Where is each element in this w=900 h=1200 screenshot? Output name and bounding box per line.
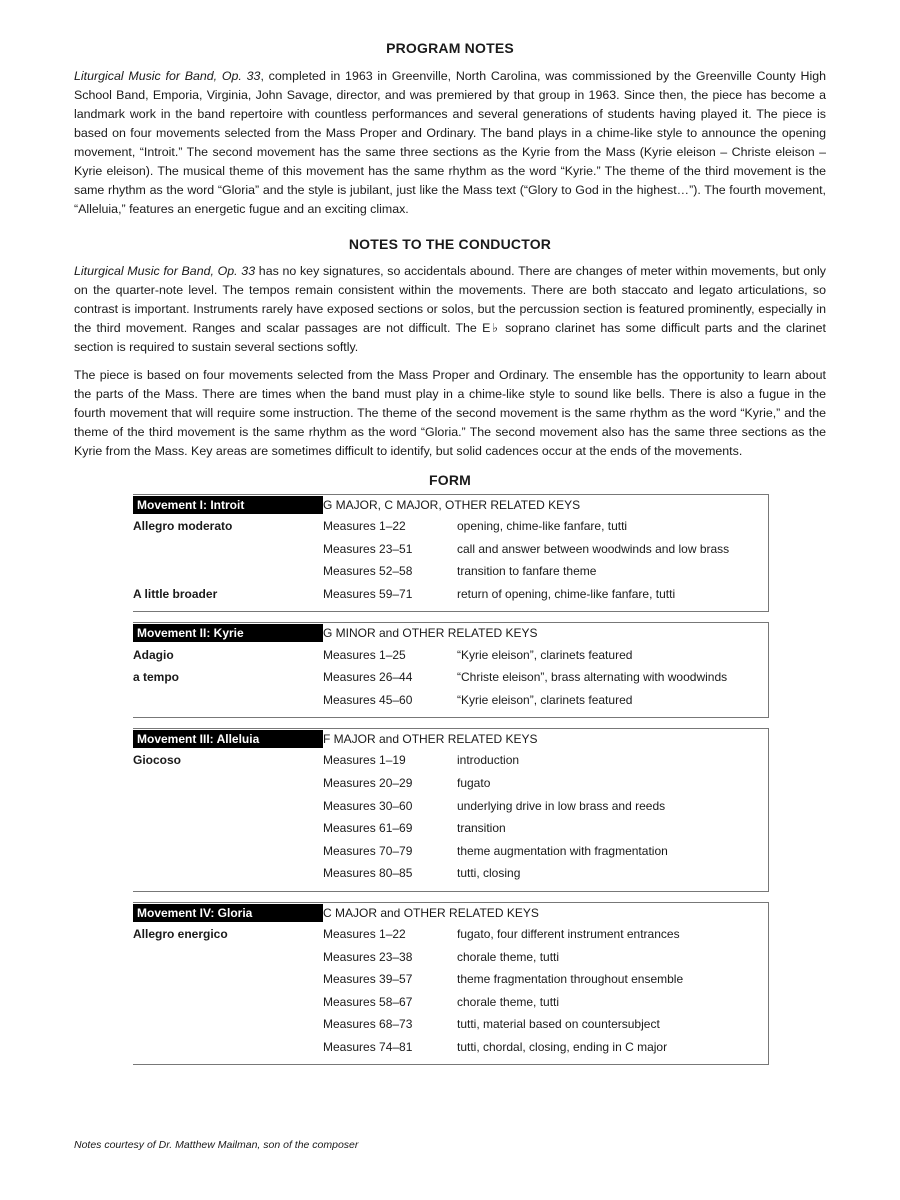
measures-cell: Measures 23–51 (323, 541, 413, 556)
form-row (133, 794, 768, 817)
movement-keys: G MAJOR, C MAJOR, OTHER RELATED KEYS (323, 498, 581, 512)
conductor-notes-title: Liturgical Music for Band, Op. 33 (74, 264, 256, 278)
form-row (133, 560, 768, 583)
form-row (133, 666, 768, 689)
description-cell: “Kyrie eleison”, clarinets featured (457, 692, 633, 707)
description-cell: theme augmentation with fragmentation (457, 843, 668, 858)
measures-cell: Measures 45–60 (323, 692, 413, 707)
measures-cell: Measures 74–81 (323, 1039, 413, 1054)
movement-header-row (133, 495, 768, 515)
description-cell: introduction (457, 753, 520, 768)
description-cell: tutti, closing (457, 866, 521, 881)
form-row (133, 1036, 768, 1059)
tempo-cell: a tempo (133, 670, 180, 685)
movement-keys: G MINOR and OTHER RELATED KEYS (323, 626, 538, 641)
measures-cell: Measures 70–79 (323, 843, 413, 858)
measures-cell: Measures 1–22 (323, 519, 406, 534)
tempo-cell: Giocoso (133, 753, 182, 768)
form-row (133, 991, 768, 1014)
measures-cell: Measures 39–57 (323, 972, 413, 987)
program-notes-heading: PROGRAM NOTES (386, 40, 514, 56)
measures-cell: Measures 26–44 (323, 670, 413, 685)
description-cell: fugato, four different instrument entrances (457, 927, 680, 942)
document-page (74, 40, 826, 1075)
description-cell: underlying drive in low brass and reeds (457, 798, 666, 813)
form-row (133, 1013, 768, 1036)
movement-title-cell (133, 624, 323, 642)
description-cell: tutti, chordal, closing, ending in C major (457, 1039, 668, 1054)
movement-title-cell (133, 730, 323, 748)
measures-cell: Measures 1–19 (323, 753, 406, 768)
movement-header-row (133, 729, 768, 749)
form-row (133, 862, 768, 885)
conductor-notes-heading: NOTES TO THE CONDUCTOR (348, 236, 552, 252)
measures-cell: Measures 61–69 (323, 821, 413, 836)
movement-title-cell (133, 904, 323, 922)
measures-cell: Measures 1–25 (323, 647, 406, 662)
form-row (133, 643, 768, 666)
movement-section (133, 494, 769, 612)
form-row (133, 515, 768, 538)
movement-title-cell (133, 496, 323, 514)
measures-cell: Measures 23–38 (323, 949, 413, 964)
conductor-notes-paragraph-1 (74, 262, 826, 357)
measures-cell: Measures 68–73 (323, 1017, 413, 1032)
measures-cell: Measures 30–60 (323, 798, 413, 813)
description-cell: return of opening, chime-like fanfare, tutti (457, 587, 676, 602)
movement-section (133, 622, 769, 718)
movement-title: Movement IV: Gloria (133, 904, 323, 922)
form-row (133, 538, 768, 561)
conductor-notes-paragraph-2: The piece is based on four movements selected from the Mass Proper and Ordinary. The ensemble has the opportunity to learn about the parts of the Mass. There are times when the band must play in a chime-like style to sound like bells. There is also a fugue in the fourth movement that will require some instruction. The theme of the second movement is the same rhythm as the word “Kyrie,” and the theme of the third movement is the same rhythm as the word “Gloria.” The second movement also has the same three sections as the Kyrie from the Mass. Key areas are sometimes difficult to identify, but solid cadences occur at the ends of the movements. (74, 368, 826, 458)
movement-keys: C MAJOR and OTHER RELATED KEYS (323, 905, 539, 920)
form-row (133, 772, 768, 795)
description-cell: “Kyrie eleison”, clarinets featured (457, 647, 633, 662)
form-row (133, 968, 768, 991)
form-row (133, 923, 768, 946)
description-cell: call and answer between woodwinds and low brass (457, 541, 730, 556)
description-cell: transition to fanfare theme (457, 564, 597, 579)
form-heading: FORM (428, 472, 471, 488)
movement-title: Movement I: Introit (133, 496, 323, 514)
movement-section (133, 902, 769, 1066)
description-cell: theme fragmentation throughout ensemble (457, 972, 684, 987)
movement-section (133, 728, 769, 892)
program-notes-paragraph (74, 67, 826, 219)
movement-title: Movement III: Alleluia (133, 730, 323, 748)
form-row (133, 689, 768, 712)
conductor-notes-text-1: has no key signatures, so accidentals abound. There are changes of meter within movements, but only on the quarter-note level. The tempos remain consistent within the movements. There are both staccato and legato articulations, so contrast is important. Instruments rarely have exposed sections or solos, but the percussion section is featured prominently, especially in the third movement. Ranges and scalar passages are not difficult. The E♭ soprano clarinet has some difficult parts and the clarinet section is required to sustain several sections softly. (74, 264, 826, 354)
tempo-cell: Allegro energico (133, 927, 228, 942)
program-notes-text: , completed in 1963 in Greenville, North Carolina, was commissioned by the Greenville County High School Band, Emporia, Virginia, John Savage, director, and was premiered by that group in 1963. Since then, the piece has become a landmark work in the band repertoire with countless performances and several generations of students having played it. The piece is based on four movements selected from the Mass Proper and Ordinary. The band plays in a chime-like style to announce the opening movement, “Introit.” The second movement has the same three sections as the Kyrie from the Mass (Kyrie eleison – Christe eleison – Kyrie eleison). The musical theme of this movement has the same rhythm as the word “Kyrie.” The theme of the third movement is the same rhythm as the word “Gloria” and the style is jubilant, just like the Mass text (“Glory to God in the highest…”). The fourth movement, “Alleluia,” features an energetic fugue and an exciting climax. (74, 69, 827, 216)
form-row (133, 583, 768, 606)
movement-header-row (133, 623, 768, 643)
measures-cell: Measures 59–71 (323, 587, 413, 602)
tempo-cell: Adagio (133, 647, 174, 662)
measures-cell: Measures 20–29 (323, 776, 413, 791)
tempo-cell: A little broader (133, 587, 218, 602)
measures-cell: Measures 80–85 (323, 866, 413, 881)
tempo-cell: Allegro moderato (133, 519, 233, 534)
description-cell: tutti, material based on countersubject (457, 1017, 660, 1032)
description-cell: chorale theme, tutti (457, 949, 560, 964)
description-cell: “Christe eleison”, brass alternating with woodwinds (457, 670, 728, 685)
movement-header-row (133, 903, 768, 923)
form-row (133, 817, 768, 840)
program-notes-title: Liturgical Music for Band, Op. 33 (74, 69, 261, 83)
description-cell: fugato (457, 776, 491, 791)
description-cell: opening, chime-like fanfare, tutti (457, 519, 628, 534)
form-table (133, 494, 769, 1065)
measures-cell: Measures 52–58 (323, 564, 413, 579)
form-row (133, 945, 768, 968)
form-row (133, 749, 768, 772)
measures-cell: Measures 1–22 (323, 927, 406, 942)
footnote: Notes courtesy of Dr. Matthew Mailman, son of the composer (74, 1139, 359, 1151)
movement-keys: F MAJOR and OTHER RELATED KEYS (323, 732, 538, 747)
form-row (133, 840, 768, 863)
description-cell: chorale theme, tutti (457, 994, 560, 1009)
movement-title: Movement II: Kyrie (133, 624, 323, 642)
measures-cell: Measures 58–67 (323, 994, 413, 1009)
description-cell: transition (457, 821, 506, 836)
